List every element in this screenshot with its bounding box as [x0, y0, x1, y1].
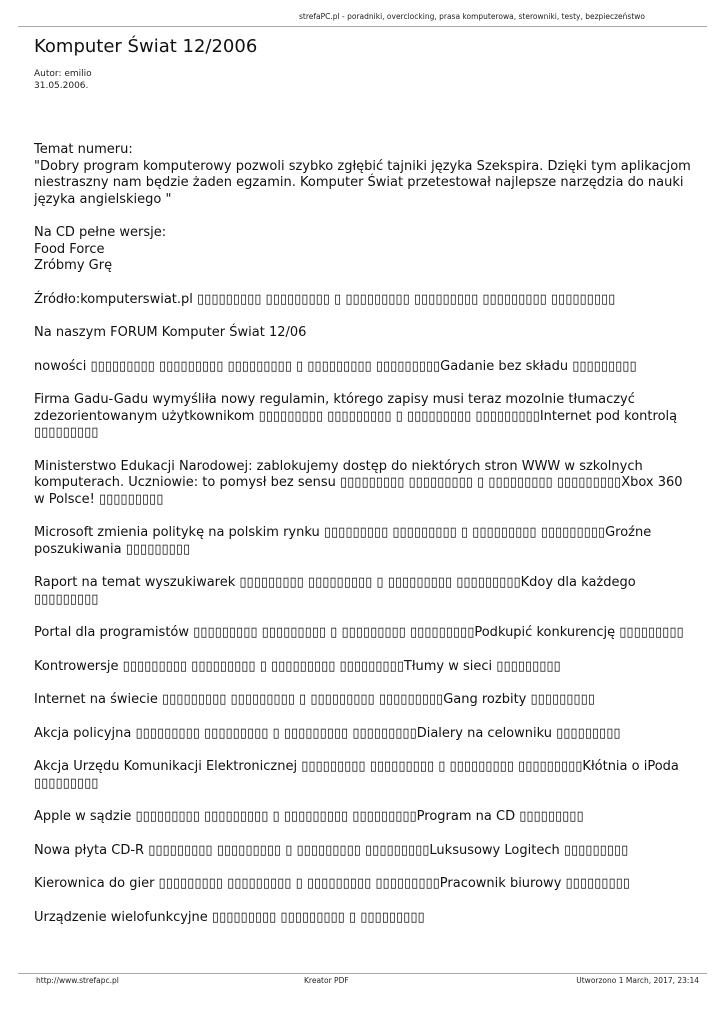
page-header [0, 12, 725, 28]
news-paragraph: Internet na świecie ▯▯▯▯▯▯▯▯▯ ▯▯▯▯▯▯▯▯▯ ▯ ▯▯▯▯▯▯▯▯▯ ▯▯▯▯▯▯▯▯▯Gang rozbity ▯▯▯▯▯▯▯▯▯ [34, 692, 595, 707]
news-paragraph: nowości ▯▯▯▯▯▯▯▯▯ ▯▯▯▯▯▯▯▯▯ ▯▯▯▯▯▯▯▯▯ ▯ ▯▯▯▯▯▯▯▯▯ ▯▯▯▯▯▯▯▯▯Gadanie bez składu ▯▯▯▯▯▯▯▯▯ [34, 358, 637, 374]
news-paragraph: Raport na temat wyszukiwarek ▯▯▯▯▯▯▯▯▯ ▯▯▯▯▯▯▯▯▯ ▯ ▯▯▯▯▯▯▯▯▯ ▯▯▯▯▯▯▯▯▯Kdoy dla każdego ▯▯▯▯▯▯▯▯▯ [34, 575, 636, 607]
topic-text: "Dobry program komputerowy pozwoli szybko zgłębić tajniki języka Szekspira. Dzięki tym aplikacjom niestraszny nam będzie żaden egzamin. Komputer Świat przetestował najlepsze narzędzia do nauki języka angielskiego " [34, 158, 691, 207]
news-paragraph: Akcja Urzędu Komunikacji Elektronicznej ▯▯▯▯▯▯▯▯▯ ▯▯▯▯▯▯▯▯▯ ▯ ▯▯▯▯▯▯▯▯▯ ▯▯▯▯▯▯▯▯▯Kłótnia o iPoda ▯▯▯▯▯▯▯▯▯ [34, 759, 679, 791]
article-body [34, 142, 691, 943]
source-line: Źródło:komputerswiat.pl ▯▯▯▯▯▯▯▯▯ ▯▯▯▯▯▯▯▯▯ ▯ ▯▯▯▯▯▯▯▯▯ ▯▯▯▯▯▯▯▯▯ ▯▯▯▯▯▯▯▯▯ ▯▯▯▯▯▯▯▯▯ [34, 291, 616, 307]
cd-item: Food Force [34, 241, 105, 257]
news-paragraph: Kontrowersje ▯▯▯▯▯▯▯▯▯ ▯▯▯▯▯▯▯▯▯ ▯ ▯▯▯▯▯▯▯▯▯ ▯▯▯▯▯▯▯▯▯Tłumy w sieci ▯▯▯▯▯▯▯▯▯ [34, 658, 561, 674]
author-line: Autor: emilio [34, 69, 92, 79]
footer-generator: Kreator PDF [304, 976, 349, 985]
page-title: Komputer Świat 12/2006 [34, 36, 258, 57]
news-paragraph: Portal dla programistów ▯▯▯▯▯▯▯▯▯ ▯▯▯▯▯▯▯▯▯ ▯ ▯▯▯▯▯▯▯▯▯ ▯▯▯▯▯▯▯▯▯Podkupić konkurencję ▯▯▯▯▯▯▯▯▯ [34, 625, 684, 640]
forum-line: Na naszym FORUM Komputer Świat 12/06 [34, 325, 307, 340]
news-paragraph: Microsoft zmienia politykę na polskim rynku ▯▯▯▯▯▯▯▯▯ ▯▯▯▯▯▯▯▯▯ ▯ ▯▯▯▯▯▯▯▯▯ ▯▯▯▯▯▯▯▯▯Groźne poszukiwania ▯▯▯▯▯▯▯▯▯ [34, 525, 652, 557]
footer-divider [18, 973, 707, 974]
news-paragraph: Apple w sądzie ▯▯▯▯▯▯▯▯▯ ▯▯▯▯▯▯▯▯▯ ▯ ▯▯▯▯▯▯▯▯▯ ▯▯▯▯▯▯▯▯▯Program na CD ▯▯▯▯▯▯▯▯▯ [34, 809, 584, 824]
cd-heading: Na CD pełne wersje: [34, 225, 167, 240]
publish-date: 31.05.2006. [34, 81, 89, 91]
footer-url[interactable]: http://www.strefapc.pl [36, 976, 119, 985]
news-paragraph: Nowa płyta CD-R ▯▯▯▯▯▯▯▯▯ ▯▯▯▯▯▯▯▯▯ ▯ ▯▯▯▯▯▯▯▯▯ ▯▯▯▯▯▯▯▯▯Luksusowy Logitech ▯▯▯▯▯▯▯▯▯ [34, 842, 629, 858]
cd-block [34, 225, 691, 275]
news-paragraph: Urządzenie wielofunkcyjne ▯▯▯▯▯▯▯▯▯ ▯▯▯▯▯▯▯▯▯ ▯ ▯▯▯▯▯▯▯▯▯ [34, 909, 425, 925]
cd-item: Zróbmy Grę [34, 258, 113, 273]
header-divider [18, 26, 707, 27]
article-meta [34, 68, 92, 92]
topic-heading: Temat numeru: [34, 142, 133, 157]
topic-block [34, 142, 691, 208]
news-paragraph: Akcja policyjna ▯▯▯▯▯▯▯▯▯ ▯▯▯▯▯▯▯▯▯ ▯ ▯▯▯▯▯▯▯▯▯ ▯▯▯▯▯▯▯▯▯Dialery na celowniku ▯▯▯▯▯▯▯▯▯ [34, 725, 621, 741]
news-paragraph: Kierownica do gier ▯▯▯▯▯▯▯▯▯ ▯▯▯▯▯▯▯▯▯ ▯ ▯▯▯▯▯▯▯▯▯ ▯▯▯▯▯▯▯▯▯Pracownik biurowy ▯▯▯▯▯▯▯▯▯ [34, 876, 630, 891]
news-paragraph: Ministerstwo Edukacji Narodowej: zablokujemy dostęp do niektórych stron WWW w szkolnych komputerach. Uczniowie: to pomysł bez sensu ▯▯▯▯▯▯▯▯▯ ▯▯▯▯▯▯▯▯▯ ▯ ▯▯▯▯▯▯▯▯▯ ▯▯▯▯▯▯▯▯▯Xbox 360 w Polsce! ▯▯▯▯▯▯▯▯▯ [34, 458, 683, 507]
footer-created: Utworzono 1 March, 2017, 23:14 [576, 976, 699, 985]
news-paragraph: Firma Gadu-Gadu wymyśliła nowy regulamin, którego zapisy musi teraz mozolnie tłumaczyć zdezorientowanym użytkownikom ▯▯▯▯▯▯▯▯▯ ▯▯▯▯▯▯▯▯▯ ▯ ▯▯▯▯▯▯▯▯▯ ▯▯▯▯▯▯▯▯▯Internet pod kontrolą ▯▯▯▯▯▯▯▯▯ [34, 392, 678, 440]
site-tagline: strefaPC.pl - poradniki, overclocking, prasa komputerowa, sterowniki, testy, bezpieczeństwo [299, 12, 645, 21]
